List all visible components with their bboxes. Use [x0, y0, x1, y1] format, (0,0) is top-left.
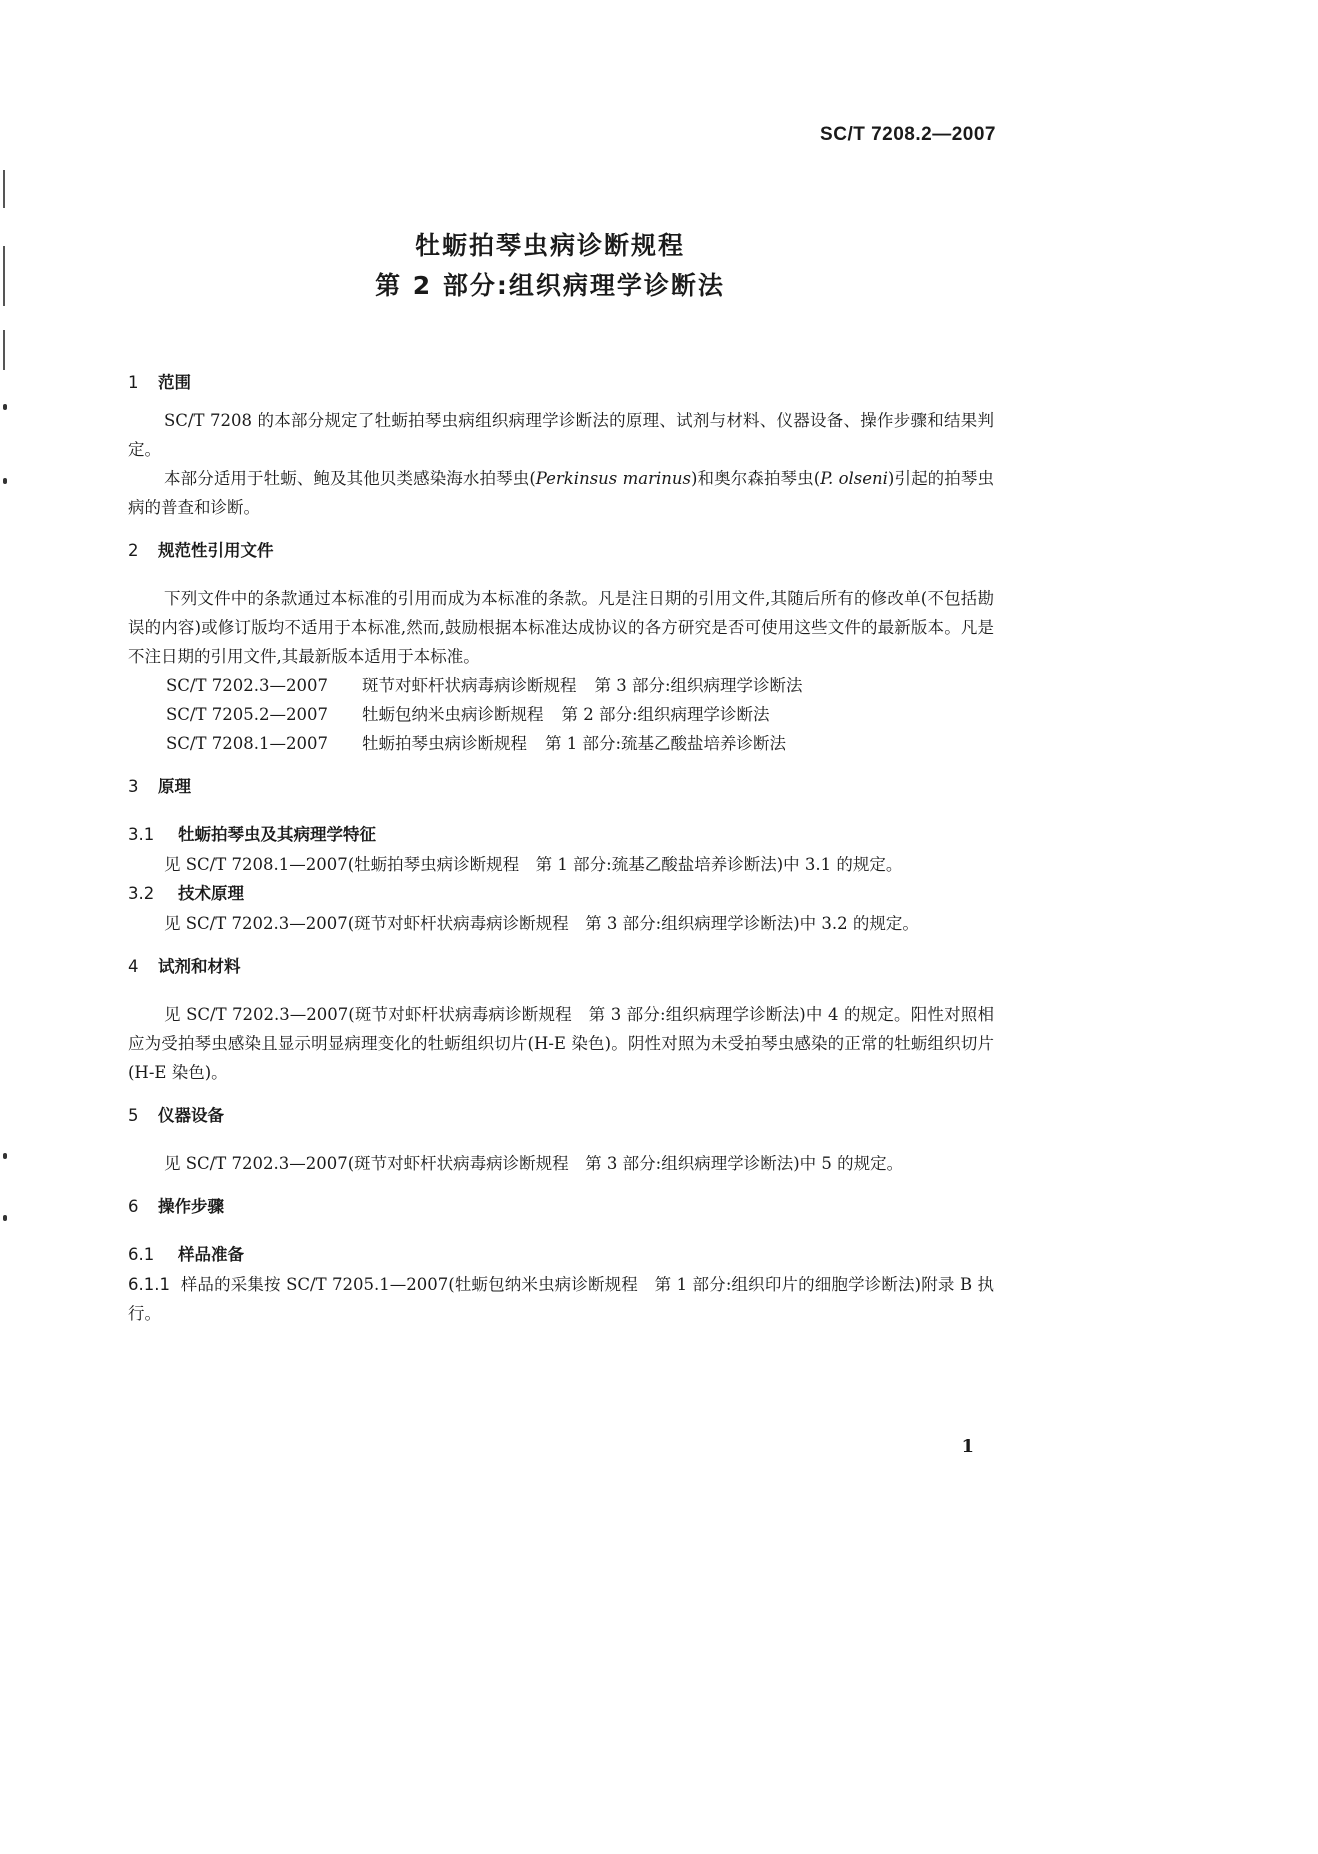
- section-number: 4: [128, 957, 139, 976]
- paragraph: SC/T 7208 的本部分规定了牡蛎拍琴虫病组织病理学诊断法的原理、试剂与材料、仪器设备、操作步骤和结果判定。: [128, 411, 994, 459]
- reference-part: 第 1 部分:巯基乙酸盐培养诊断法: [545, 734, 787, 753]
- document-subtitle: 第 2 部分:组织病理学诊断法: [375, 271, 725, 300]
- subsection-title: 牡蛎拍琴虫及其病理学特征: [178, 825, 376, 844]
- paragraph: 见 SC/T 7202.3—2007(斑节对虾杆状病毒病诊断规程 第 3 部分:组织病理学诊断法)中 4 的规定。阳性对照相应为受拍琴虫感染且显示明显病理变化的牡蛎组织切片(H-E 染色)。阴性对照为未受拍琴虫感染的正常的牡蛎组织切片(H-E 染色)。: [128, 1005, 994, 1082]
- reference-item: [128, 671, 994, 700]
- paragraph: 本部分适用于牡蛎、鲍及其他贝类感染海水拍琴虫(Perkinsus marinus)和奥尔森拍琴虫(P. olseni)引起的拍琴虫病的普查和诊断。: [128, 469, 994, 517]
- reference-code: SC/T 7208.1—2007: [166, 734, 328, 753]
- reference-title: 牡蛎包纳米虫病诊断规程: [362, 705, 544, 724]
- standard-code: SC/T 7208.2—2007: [820, 124, 996, 145]
- page-number: 1: [961, 1436, 974, 1457]
- reference-part: 第 3 部分:组织病理学诊断法: [594, 676, 803, 695]
- clause-number: 6.1.1: [128, 1275, 170, 1294]
- scan-edge-mark: [3, 1215, 7, 1221]
- paragraph: 下列文件中的条款通过本标准的引用而成为本标准的条款。凡是注日期的引用文件,其随后所有的修改单(不包括勘误的内容)或修订版均不适用于本标准,然而,鼓励根据本标准达成协议的各方研究是否可使用这些文件的最新版本。凡是不注日期的引用文件,其最新版本适用于本标准。: [128, 589, 994, 666]
- document-body: [128, 368, 994, 1328]
- section-number: 2: [128, 541, 139, 560]
- paragraph: 见 SC/T 7202.3—2007(斑节对虾杆状病毒病诊断规程 第 3 部分:组织病理学诊断法)中 3.2 的规定。: [164, 914, 919, 933]
- section-title: 试剂和材料: [158, 957, 241, 976]
- subsection-title: 技术原理: [178, 884, 244, 903]
- reference-code: SC/T 7202.3—2007: [166, 676, 328, 695]
- section-heading: [128, 368, 994, 398]
- section-title: 范围: [158, 373, 191, 392]
- clause-paragraph: [128, 1270, 994, 1328]
- section-title: 规范性引用文件: [158, 541, 274, 560]
- reference-code: SC/T 7205.2—2007: [166, 705, 328, 724]
- subsection-heading: [128, 1240, 994, 1270]
- reference-item: [128, 700, 994, 729]
- species-name: Perkinsus marinus: [535, 469, 691, 488]
- section-number: 1: [128, 373, 139, 392]
- scan-edge-mark: [3, 1153, 7, 1159]
- subsection-number: 3.2: [128, 884, 155, 903]
- section-number: 3: [128, 777, 139, 796]
- paragraph: 见 SC/T 7208.1—2007(牡蛎拍琴虫病诊断规程 第 1 部分:巯基乙酸盐培养诊断法)中 3.1 的规定。: [164, 855, 903, 874]
- scan-edge-mark: [3, 404, 7, 410]
- document-title: 牡蛎拍琴虫病诊断规程: [414, 231, 685, 260]
- scan-edge-mark: [3, 170, 5, 208]
- scan-edge-mark: [3, 330, 5, 370]
- section-title: 原理: [158, 777, 191, 796]
- reference-title: 斑节对虾杆状病毒病诊断规程: [362, 676, 577, 695]
- section-heading: [128, 772, 994, 802]
- section-heading: [128, 1192, 994, 1222]
- reference-title: 牡蛎拍琴虫病诊断规程: [362, 734, 527, 753]
- subsection-heading: [128, 879, 994, 909]
- section-heading: [128, 536, 994, 566]
- subsection-heading: [128, 820, 994, 850]
- clause-text: 样品的采集按 SC/T 7205.1—2007(牡蛎包纳米虫病诊断规程 第 1 部分:组织印片的细胞学诊断法)附录 B 执行。: [128, 1275, 994, 1323]
- subsection-title: 样品准备: [178, 1245, 244, 1264]
- reference-item: [128, 729, 994, 758]
- section-number: 6: [128, 1197, 139, 1216]
- scan-edge-mark: [3, 478, 7, 484]
- section-heading: [128, 1101, 994, 1131]
- subsection-number: 3.1: [128, 825, 155, 844]
- subsection-number: 6.1: [128, 1245, 155, 1264]
- species-name: P. olseni: [820, 469, 888, 488]
- section-title: 操作步骤: [158, 1197, 224, 1216]
- section-title: 仪器设备: [158, 1106, 224, 1125]
- paragraph: 见 SC/T 7202.3—2007(斑节对虾杆状病毒病诊断规程 第 3 部分:组织病理学诊断法)中 5 的规定。: [164, 1154, 904, 1173]
- section-heading: [128, 952, 994, 982]
- section-number: 5: [128, 1106, 139, 1125]
- reference-part: 第 2 部分:组织病理学诊断法: [561, 705, 770, 724]
